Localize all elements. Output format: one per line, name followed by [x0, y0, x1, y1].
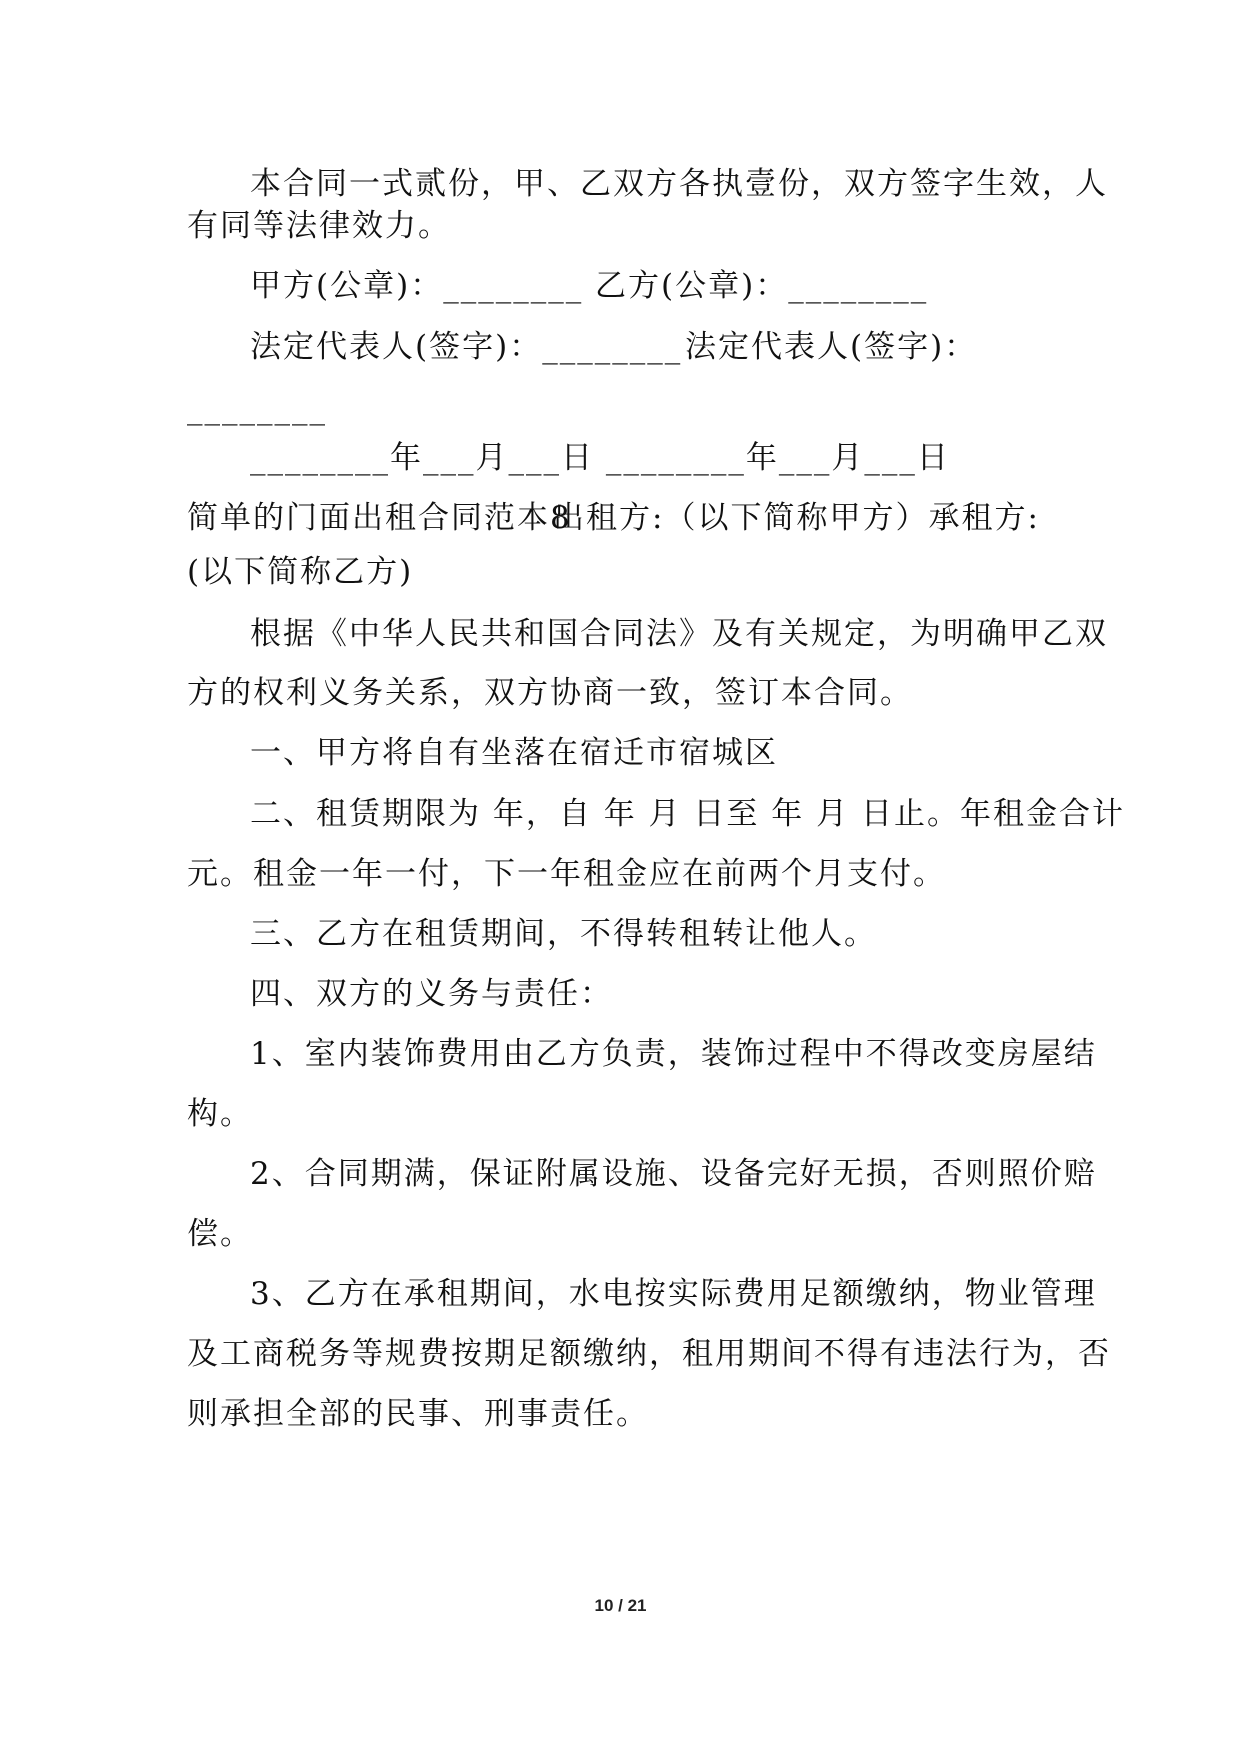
clause-line: 四、双方的义务与责任：: [250, 976, 613, 1012]
paragraph-line: 元。租金一年一付，下一年租金应在前两个月支付。: [187, 856, 946, 892]
party-a-representative: 法定代表人(签字)：________: [250, 329, 683, 365]
paragraph-line: 及工商税务等规费按期足额缴纳，租用期间不得有违法行为，否: [187, 1336, 1111, 1372]
clause-line: 1、室内装饰费用由乙方负责，装饰过程中不得改变房屋结: [250, 1036, 1097, 1072]
clause-line: 2、合同期满，保证附属设施、设备完好无损，否则照价赔: [250, 1156, 1097, 1192]
paragraph-line: 则承担全部的民事、刑事责任。: [187, 1396, 649, 1432]
paragraph-line: 构。: [187, 1096, 253, 1132]
party-b-representative: 法定代表人(签字)：: [685, 329, 978, 365]
contract-title: 简单的门面出租合同范本8: [187, 500, 572, 536]
clause-line: 3、乙方在承租期间，水电按实际费用足额缴纳，物业管理: [250, 1276, 1097, 1312]
signature-blank: ________: [187, 390, 327, 426]
paragraph-line: (以下简称乙方): [187, 554, 414, 590]
clause-line: 三、乙方在租赁期间，不得转租转让他人。: [250, 916, 877, 952]
signature-line-seal: 甲方(公章)：________ 乙方(公章)：________: [250, 268, 929, 304]
paragraph-line: 根据《中华人民共和国合同法》及有关规定，为明确甲乙双: [250, 616, 1108, 652]
clause-line: 一、甲方将自有坐落在宿迁市宿城区: [250, 735, 778, 771]
page-number: 10 / 21: [594, 1596, 647, 1615]
date-line: ________年___月___日 ________年___月___日: [250, 440, 950, 476]
parties-label: 出租方:（以下简称甲方）承租方:: [553, 500, 1040, 536]
paragraph-line: 偿。: [187, 1216, 253, 1252]
clause-line: 二、租赁期限为 年，自 年 月 日至 年 月 日止。年租金合计: [250, 796, 1125, 832]
paragraph-line: 本合同一式贰份，甲、乙双方各执壹份，双方签字生效，人: [250, 166, 1108, 202]
paragraph-line: 方的权利义务关系，双方协商一致，签订本合同。: [187, 675, 913, 711]
paragraph-line: 有同等法律效力。: [187, 208, 451, 244]
